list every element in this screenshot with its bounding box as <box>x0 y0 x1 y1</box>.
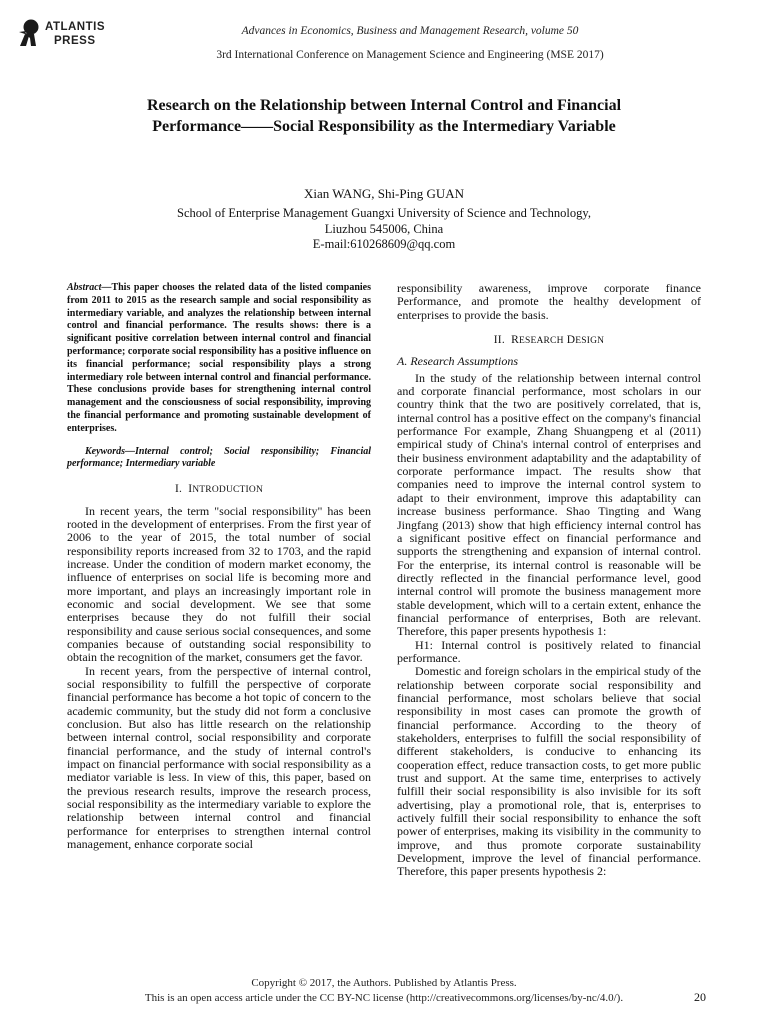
author-list: Xian WANG, Shi-Ping GUAN <box>303 186 465 201</box>
abstract-text: This paper chooses the related data of the listed companies from 2011 to 2015 as the research sample and social responsibility as intermediary variable, and analyzes the relationship between internal control and financial performance. The results shows: there is a significant positive correlation between internal control and financial performance; corporate social responsibility has a positive influence on its financial performance; social responsibility plays a strong intermediary role between internal control and financial performance. These conclusions provide bases for strengthening internal control management and the consciousness of social responsibility, improving the financial performance and promoting sustainable development of enterprises. <box>67 282 371 434</box>
journal-header: Advances in Economics, Business and Management Research, volume 50 <box>241 25 579 37</box>
license-notice: This is an open access article under the CC BY-NC license (http://creativecommons.org/licenses/by-nc/4.0/). <box>144 992 624 1004</box>
abstract <box>67 282 371 436</box>
section-heading-introduction: I. INTRODUCTION <box>174 483 264 496</box>
design-paragraph: In the study of the relationship between internal control and corporate financial performance, most scholars in our country think that the two are positively correlated, that is, internal control has a positive effect on the company's financial performance For example, Zhang Shuangpeng et al (2011) empirical study of China's internal control of enterprises and their business environment adaptability and the adaptability of corporate performance impact. The results show that companies need to improve the internal control system to adapt to their environment, improve this adaptability can increase business performance. Shao Tingting and Wang Jingfang (2013) show that high efficiency internal control has a significant positive effect on financial performance and supports the strengthening and expansion of internal control. For the enterprise, its internal control is reasonable will be directly reflected in the financial performance level, good internal control will promote the business management more stable development, which will to a certain extent, enhance the financial performance of enterprises, Both are relevant. Therefore, this paper presents hypothesis 1: <box>397 370 701 639</box>
conference-header: 3rd International Conference on Management Science and Engineering (MSE 2017) <box>216 49 604 61</box>
hypothesis-1: H1: Internal control is positively related to financial performance. <box>397 637 701 665</box>
affiliation-line: School of Enterprise Management Guangxi University of Science and Technology, <box>177 206 591 220</box>
affiliation-line: Liuzhou 545006, China <box>324 221 444 236</box>
design-paragraph: Domestic and foreign scholars in the empirical study of the relationship between corporate social responsibility and financial performance, most scholars believe that social responsibility in most cases can promote the growth of financial performance. According to the theory of stakeholders, enterprises to fulfill the social responsibility of different stakeholders, is conducive to enhancing its cooperation effect, reduce transaction costs, to get more public trust and support. At the same time, enterprises to actively fulfill their social responsibility is also invisible for its soft advertising, play a promotional role, that is, enterprises to actively fulfill their social responsibility to enhance the soft power of enterprises, making its visibility in the community to improve, and thus promote corporate sustainability Development, improve the level of financial performance. Therefore, this paper presents hypothesis 2: <box>397 664 701 879</box>
author-email: E-mail:610268609@qq.com <box>312 237 456 251</box>
copyright-notice: Copyright © 2017, the Authors. Published by Atlantis Press. <box>251 977 517 989</box>
intro-paragraph: In recent years, from the perspective of internal control, social responsibility to fulfill the perspective of corporate financial performance has become a hot topic of concern to the academic community, but the study did not form a conclusive conclusion. But also has little research on the relationship between internal control, social responsibility and corporate financial performance, and the study of internal control's impact on financial performance with social responsibility as a mediator variable is less. In view of this, this paper, based on the previous research results, improve the research process, social responsibility as the intermediary variable to explore the relationship between internal control and financial performance for enterprises to strengthen internal control management, enhance corporate social <box>67 663 371 852</box>
atlas-figure-icon <box>14 18 44 48</box>
subsection-heading-research-assumptions: A. Research Assumptions <box>397 354 518 369</box>
title-line: Performance——Social Responsibility as the Intermediary Variable <box>152 118 616 135</box>
paper-title <box>60 95 708 137</box>
publisher-name-line1: ATLANTIS <box>45 21 106 33</box>
abstract-label: Abstract— <box>67 282 112 293</box>
keywords: Keywords—Internal control; Social responsibility; Financial performance; Intermediary variable <box>67 445 371 470</box>
title-line: Research on the Relationship between Internal Control and Financial <box>146 97 622 114</box>
intro-paragraph-continued: responsibility awareness, improve corporate finance Performance, and promote the healthy development of enterprises to provide the basis. <box>397 281 701 322</box>
section-heading-research-design: II. RESEARCH DESIGN <box>493 334 605 347</box>
intro-paragraph: In recent years, the term "social responsibility" has been rooted in the development of enterprises. From the first year of 2006 to the year of 2015, the total number of social responsibility reports increased from 32 to 1703, and the rapid increase. Under the condition of modern market economy, the influence of enterprises on social life is becoming more and more important, and plays an increasingly important role in economic and social development. We see that some enterprises because they do not fulfill their social responsibility and cause serious social consequences, and some companies because of outstanding social responsibility to obtain the recognition of the market, consumers get the favor. <box>67 503 371 665</box>
right-column <box>397 282 701 879</box>
affiliation <box>60 206 708 253</box>
page-number: 20 <box>694 990 706 1004</box>
left-column <box>67 282 371 851</box>
publisher-name-line2: PRESS <box>54 35 96 47</box>
publisher-logo <box>14 18 124 60</box>
